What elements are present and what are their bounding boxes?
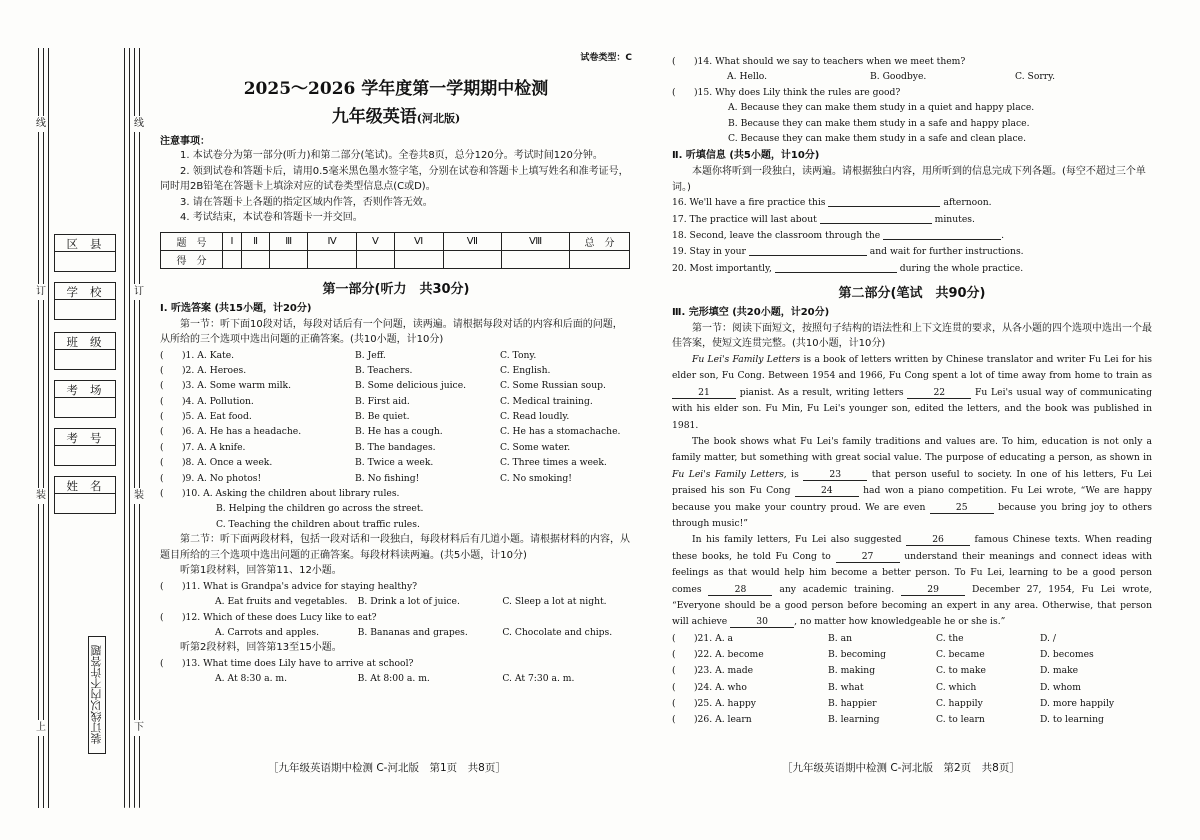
- question-row[interactable]: ( )23. A. made B. making C. to make D. make: [672, 665, 1079, 677]
- part-heading: 第一部分(听力 共30分): [322, 281, 470, 297]
- notice-item: 2. 领到试卷和答题卡后，请用0.5毫米黑色墨水签字笔，分别在试卷和答题卡上填写姓名和准考证号，同时用2B铅笔在答题卡上填涂对应的试卷类型信息点(C或D)。: [160, 165, 629, 192]
- option: B. Because they can make them study in a safe and happy place.: [728, 117, 1030, 129]
- notice-heading: 注意事项：: [160, 136, 210, 147]
- cut-label: 下: [134, 720, 144, 736]
- notice-item: 3. 请在答题卡上各题的指定区域内作答，否则作答无效。: [180, 196, 433, 208]
- binding-line: [48, 48, 49, 808]
- fill-question[interactable]: 20. Most importantly, during the whole practice.: [672, 262, 1024, 274]
- score-cell[interactable]: [223, 250, 242, 268]
- cloze-blank[interactable]: 26: [906, 534, 970, 546]
- cut-label: 上: [36, 720, 46, 736]
- material-note: 听第2段材料，回答第13至15小题。: [180, 642, 342, 654]
- cut-label: 装: [36, 488, 46, 504]
- binding-margin: [30, 48, 158, 808]
- question-row[interactable]: ( )4. A. Pollution. B. First aid. C. Medical training.: [160, 395, 593, 407]
- score-cell[interactable]: [308, 250, 357, 268]
- section-intro: 第一节：阅读下面短文，按照句子结构的语法性和上下文连贯的要求，从各小题的四个选项中选出一个最佳答案，使短文连贯完整。(共10小题，计10分): [672, 322, 1152, 350]
- question-row[interactable]: ( )26. A. learn B. learning C. to learn D. to learning: [672, 714, 1104, 726]
- section-heading: Ⅱ. 听填信息 (共5小题，计10分): [672, 150, 820, 162]
- option-row: A. Hello. B. Goodbye. C. Sorry.: [727, 71, 1056, 83]
- question-row[interactable]: ( )11. What is Grandpa's advice for staying healthy?: [160, 580, 418, 592]
- table-header: Ⅴ: [357, 232, 395, 250]
- cloze-blank[interactable]: 23: [803, 469, 867, 481]
- answer-blank[interactable]: [883, 228, 1001, 240]
- cloze-blank[interactable]: 28: [708, 584, 772, 596]
- exam-subtitle: 九年级英语(河北版): [331, 107, 461, 127]
- field-label: 考号: [54, 428, 116, 446]
- cloze-blank[interactable]: 21: [672, 387, 736, 399]
- table-header: Ⅵ: [394, 232, 443, 250]
- cut-label: 订: [134, 284, 144, 300]
- section-intro: 本题你将听到一段独白，读两遍。请根据独白内容，用所听到的信息完成下列各题。(每空不超过三个单词。): [672, 166, 1146, 193]
- field-label: 区县: [54, 234, 116, 252]
- question-row[interactable]: ( )5. A. Eat food. B. Be quiet. C. Read loudly.: [160, 411, 570, 423]
- table-header: Ⅰ: [223, 232, 242, 250]
- score-cell[interactable]: [394, 250, 443, 268]
- page-footer: ［九年级英语期中检测 C-河北版 第1页 共8页］: [268, 762, 506, 774]
- binding-line: [139, 48, 140, 808]
- question-row[interactable]: ( )3. A. Some warm milk. B. Some delicious juice. C. Some Russian soup.: [160, 380, 606, 392]
- question-row[interactable]: ( )12. Which of these does Lucy like to eat?: [160, 611, 377, 623]
- question-row[interactable]: ( )15. Why does Lily think the rules are good?: [672, 86, 901, 98]
- notice-item: 1. 本试卷分为第一部分(听力)和第二部分(笔试)。全卷共8页，总分120分。考试时间120分钟。: [180, 150, 603, 161]
- fill-question[interactable]: 19. Stay in your and wait for further instructions.: [672, 246, 1024, 258]
- material-note: 听第1段材料，回答第11、12小题。: [180, 565, 342, 577]
- name-field[interactable]: [54, 476, 116, 534]
- section-intro: 第一节：听下面10段对话，每段对话后有一个问题，读两遍。请根据每段对话的内容和后面的问题，从所给的三个选项中选出问题的正确答案。(共10小题，计10分): [160, 318, 623, 345]
- score-cell[interactable]: [570, 250, 630, 268]
- cut-label: 线: [36, 116, 46, 132]
- cloze-blank[interactable]: 25: [930, 502, 994, 514]
- cloze-blank[interactable]: 30: [730, 616, 794, 628]
- score-cell[interactable]: [502, 250, 570, 268]
- question-row[interactable]: ( )14. What should we say to teachers when we meet them?: [672, 56, 966, 67]
- fill-question[interactable]: 18. Second, leave the classroom through the .: [672, 229, 1005, 241]
- binding-line: [38, 48, 39, 808]
- field-label: 姓名: [54, 476, 116, 494]
- section-heading: Ⅰ. 听选答案 (共15小题，计20分): [160, 302, 312, 314]
- answer-blank[interactable]: [749, 244, 867, 256]
- question-row[interactable]: ( )22. A. become B. becoming C. became D. becomes: [672, 649, 1094, 661]
- binding-line: [129, 48, 130, 808]
- paragraph: The book shows what Fu Lei's family traditions and values are. To him, education is not only a family matter, but something with great social value. The purpose of educating a person, as shown in Fu Lei's Family Letters, is 23 that person useful to society. In one of his letters, Fu Lei praised his son Fu Cong 24 had won a piano competition. Fu Lei wrote, “We are happy because you make your country proud. We are even 25 because you bring joy to others through music!”: [672, 435, 1152, 529]
- paragraph: Fu Lei's Family Letters is a book of letters written by Chinese translator and writer Fu Lei for his elder son, Fu Cong. Between 1954 and 1966, Fu Cong spent a lot of time away from home to train as 21 pianist. As a result, writing letters 22 Fu Lei's usual way of communicating with his elder son. Fu Min, Fu Lei's younger son, edited the letters, and the book was published in 1981.: [672, 353, 1152, 431]
- page-footer: ［九年级英语期中检测 C-河北版 第2页 共8页］: [782, 762, 1020, 774]
- score-cell[interactable]: [270, 250, 308, 268]
- fill-question[interactable]: 17. The practice will last about minutes.: [672, 213, 975, 225]
- fill-question[interactable]: 16. We'll have a fire practice this afternoon.: [672, 197, 992, 209]
- answer-blank[interactable]: [828, 195, 940, 207]
- score-cell[interactable]: [357, 250, 395, 268]
- field-label: 班级: [54, 332, 116, 350]
- field-label: 考场: [54, 380, 116, 398]
- table-header: 总 分: [570, 232, 630, 250]
- section-intro: 第二节：听下面两段材料，包括一段对话和一段独白，每段材料后有几道小题。请根据材料的内容，从题目所给的三个选项中选出问题的正确答案。每段材料读两遍。(共5小题，计10分): [160, 534, 630, 561]
- notice-item: 4. 考试结束，本试卷和答题卡一并交回。: [180, 212, 363, 223]
- question-row[interactable]: ( )13. What time does Lily have to arrive at school?: [160, 657, 414, 669]
- option-row: A. Eat fruits and vegetables. B. Drink a lot of juice. C. Sleep a lot at night.: [215, 596, 607, 608]
- question-row[interactable]: ( )25. A. happy B. happier C. happily D. more happily: [672, 697, 1115, 709]
- question-row[interactable]: ( )1. A. Kate. B. Jeff. C. Tony.: [160, 349, 537, 361]
- page-1: [160, 54, 632, 687]
- answer-blank[interactable]: [820, 212, 932, 224]
- question-row[interactable]: ( )6. A. He has a headache. B. He has a cough. C. He has a stomachache.: [160, 426, 621, 438]
- cloze-blank[interactable]: 22: [907, 387, 971, 399]
- binding-line: [43, 48, 44, 808]
- option: B. Helping the children go across the street.: [216, 503, 424, 515]
- binding-line: [124, 48, 125, 808]
- binding-warning: 装订线以内不许答题: [88, 636, 106, 754]
- cut-label: 订: [36, 284, 46, 300]
- binding-line: [134, 48, 135, 808]
- question-row[interactable]: ( )8. A. Once a week. B. Twice a week. C. Three times a week.: [160, 457, 607, 469]
- score-cell[interactable]: [241, 250, 269, 268]
- table-row-label: 得 分: [161, 250, 223, 268]
- option-row: A. At 8:30 a. m. B. At 8:00 a. m. C. At 7:30 a. m.: [215, 673, 575, 685]
- part-heading: 第二部分(笔试 共90分): [838, 285, 986, 301]
- option: A. Because they can make them study in a quiet and happy place.: [728, 102, 1035, 114]
- cut-label: 装: [134, 488, 144, 504]
- paper-type: 试卷类型：C: [580, 53, 632, 63]
- question-row[interactable]: ( )9. A. No photos! B. No fishing! C. No smoking!: [160, 472, 572, 484]
- score-table: [160, 232, 630, 269]
- cloze-blank[interactable]: 29: [901, 584, 965, 596]
- field-label: 学校: [54, 282, 116, 300]
- table-header: Ⅷ: [502, 232, 570, 250]
- table-header: Ⅲ: [270, 232, 308, 250]
- score-cell[interactable]: [443, 250, 501, 268]
- question-row[interactable]: ( )21. A. a B. an C. the D. /: [672, 632, 1056, 644]
- cloze-blank[interactable]: 24: [795, 485, 859, 497]
- answer-blank[interactable]: [775, 261, 897, 273]
- table-header: Ⅳ: [308, 232, 357, 250]
- table-header: 题 号: [161, 232, 223, 250]
- option: C. Because they can make them study in a safe and clean place.: [728, 132, 1027, 144]
- section-heading: Ⅲ. 完形填空 (共20小题，计20分): [672, 306, 830, 318]
- exam-title: 2025～2026 学年度第一学期期中检测: [243, 79, 549, 99]
- table-header: Ⅶ: [443, 232, 501, 250]
- paragraph: In his family letters, Fu Lei also suggested 26 famous Chinese texts. When reading these books, he told Fu Cong to 27 understand their meanings and connect ideas with feelings as that would help him become a better person. To Fu Lei, learning to be a good person comes 28 any academic training. 29 December 27, 1954, Fu Lei wrote, “Everyone should be a good person before becoming an expert in any area. Otherwise, that person will achieve 30 , no matter how knowledgeable he or she is.”: [672, 534, 1153, 628]
- question-row[interactable]: ( )24. A. who B. what C. which D. whom: [672, 681, 1081, 693]
- option: C. Teaching the children about traffic rules.: [216, 518, 420, 530]
- page-2: [672, 54, 1152, 729]
- cloze-blank[interactable]: 27: [836, 551, 900, 563]
- option-row: A. Carrots and apples. B. Bananas and grapes. C. Chocolate and chips.: [215, 626, 613, 638]
- question-row[interactable]: ( )2. A. Heroes. B. Teachers. C. English.: [160, 364, 551, 376]
- question-row[interactable]: ( )10. A. Asking the children about library rules.: [160, 488, 400, 500]
- cut-label: 线: [134, 116, 144, 132]
- cloze-passage: [672, 352, 1152, 631]
- question-row[interactable]: ( )7. A. A knife. B. The bandages. C. Some water.: [160, 441, 571, 453]
- table-header: Ⅱ: [241, 232, 269, 250]
